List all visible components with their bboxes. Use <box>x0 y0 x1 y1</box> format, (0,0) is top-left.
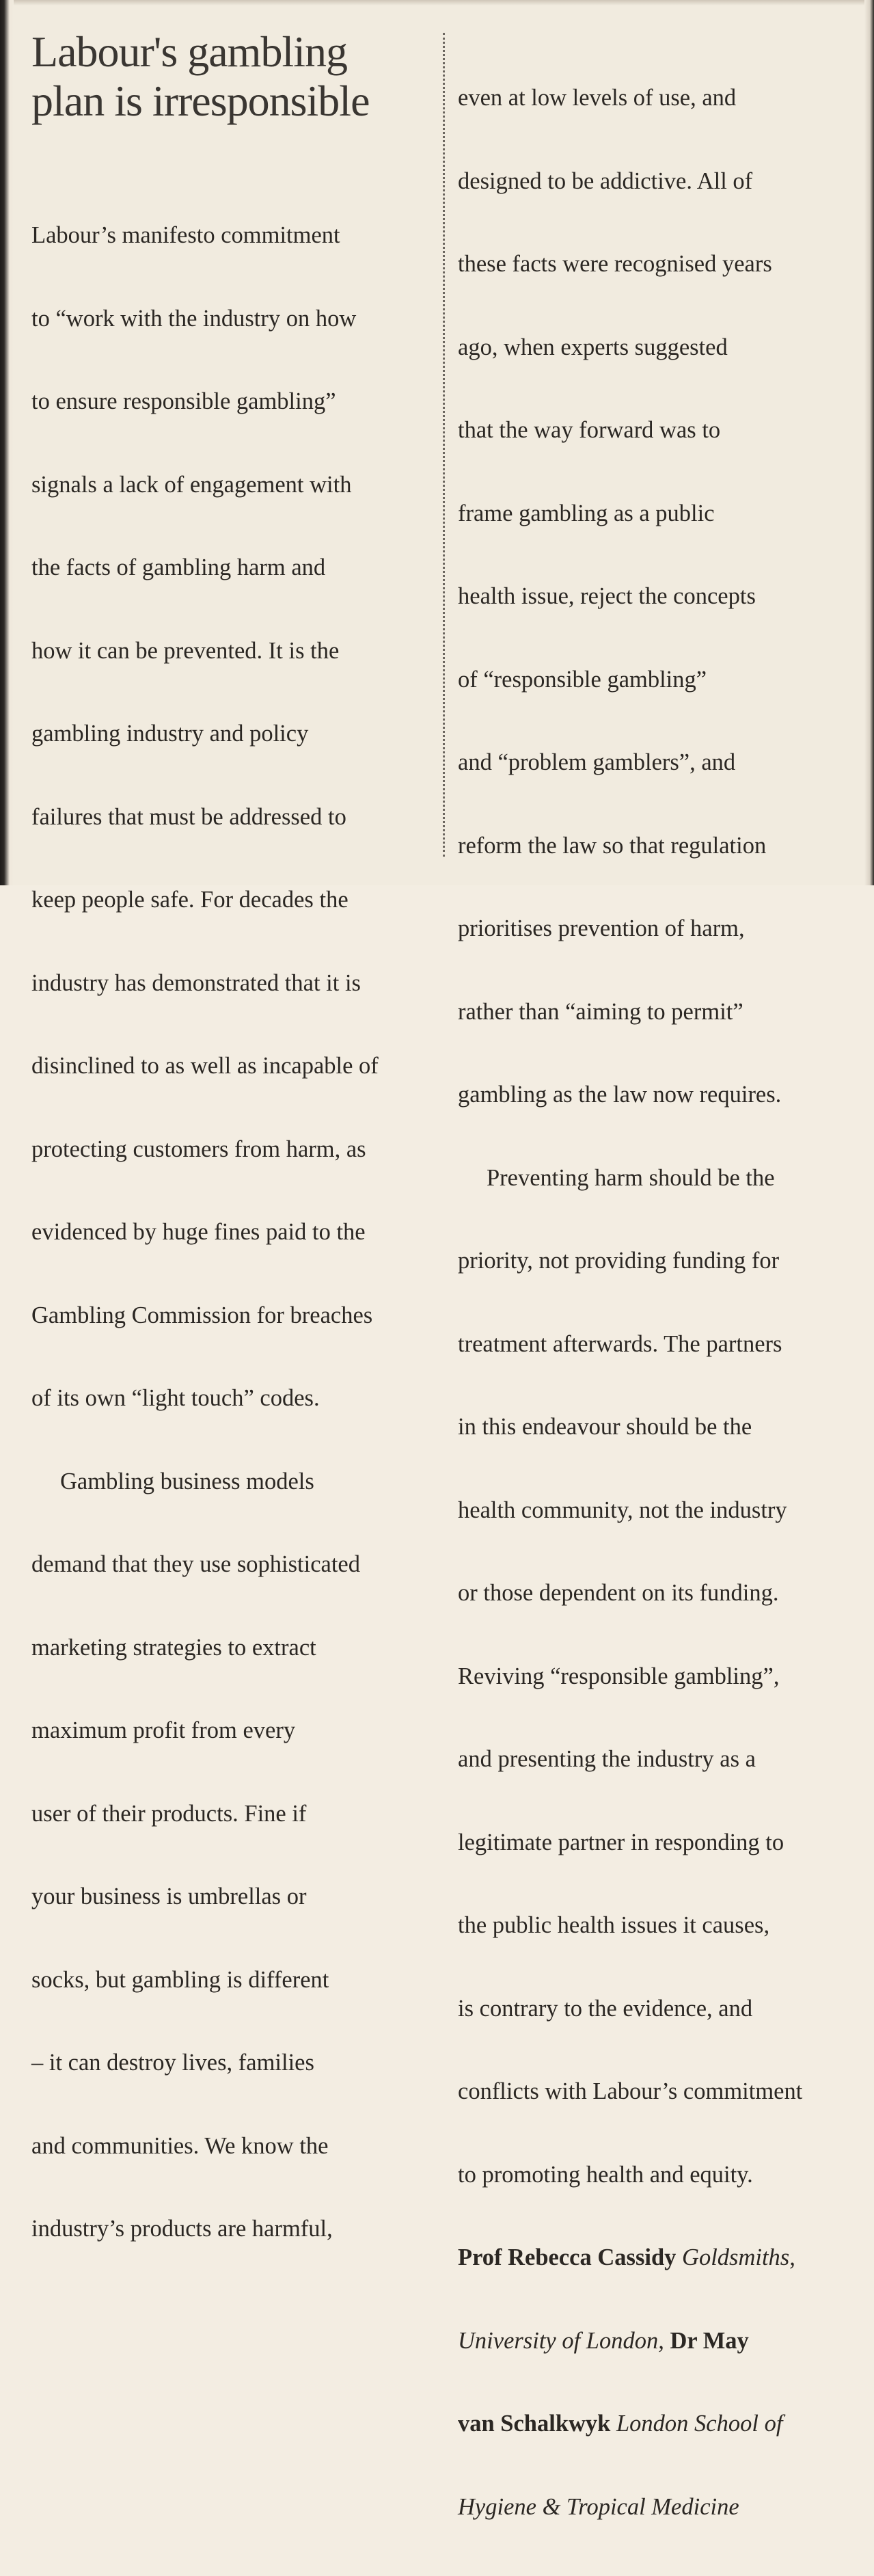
body-line: designed to be addictive. All of <box>458 167 753 194</box>
body-line: signals a lack of engagement with <box>31 471 352 498</box>
body-line: gambling industry and policy <box>31 721 309 747</box>
body-line: socks, but gambling is different <box>31 1966 329 1993</box>
body-line: that the way forward was to <box>458 417 721 443</box>
column-divider <box>443 33 445 857</box>
signature-line-1 <box>458 2244 861 2272</box>
signature-line-3 <box>458 2410 861 2438</box>
body-line: keep people safe. For decades the <box>31 887 349 913</box>
body-line: user of their products. Fine if <box>31 1800 307 1827</box>
body-line: to “work with the industry on how <box>31 305 357 332</box>
headline-line-1: Labour's gambling <box>31 27 347 76</box>
body-line: disinclined to as well as incapable of <box>31 1053 379 1079</box>
body-line: – it can destroy lives, families <box>31 2050 314 2076</box>
body-line: Reviving “responsible gambling”, <box>458 1663 780 1689</box>
body-line: how it can be prevented. It is the <box>31 637 340 664</box>
body-line: treatment afterwards. The partners <box>458 1330 782 1357</box>
body-line: health issue, reject the concepts <box>458 583 756 609</box>
author-2-name-cont: van Schalkwyk <box>458 2411 611 2437</box>
body-line: priority, not providing funding for <box>458 1248 780 1274</box>
body-line: maximum profit from every <box>31 1717 296 1743</box>
body-line: in this endeavour should be the <box>458 1414 752 1440</box>
body-line: failures that must be addressed to <box>31 803 346 830</box>
author-2-affiliation: London School of <box>610 2411 783 2437</box>
body-line: health community, not the industry <box>458 1497 787 1523</box>
body-line: and communities. We know the <box>31 2132 329 2159</box>
body-line: legitimate partner in responding to <box>458 1829 784 1855</box>
body-line: the facts of gambling harm and <box>31 554 326 580</box>
headline <box>31 27 428 126</box>
body-line: demand that they use sophisticated <box>31 1551 360 1577</box>
author-2-name: Dr May <box>664 2327 749 2354</box>
body-line: and presenting the industry as a <box>458 1746 756 1772</box>
paragraph-start-line: Gambling business models <box>60 1468 314 1494</box>
body-line: these facts were recognised years <box>458 251 772 277</box>
body-line: your business is umbrellas or <box>31 1883 307 1909</box>
body-line: Gambling Commission for breaches <box>31 1302 373 1328</box>
signature-line-4 <box>458 2493 861 2521</box>
body-line: even at low levels of use, and <box>458 85 737 111</box>
signature-line-2 <box>458 2327 861 2355</box>
paper-edge-top <box>0 0 874 5</box>
body-line: rather than “aiming to permit” <box>458 998 743 1025</box>
paper-edge-left <box>0 0 14 885</box>
body-line: industry’s products are harmful, <box>31 2216 333 2242</box>
body-line: the public health issues it causes, <box>458 1912 770 1938</box>
body-line: reform the law so that regulation <box>458 832 767 859</box>
body-line: industry has demonstrated that it is <box>31 969 361 996</box>
column-right <box>458 29 861 2576</box>
paragraph-start-line: Preventing harm should be the <box>487 1164 775 1191</box>
column-left <box>31 166 435 2298</box>
body-line: evidenced by huge fines paid to the <box>31 1219 366 1245</box>
body-line: to promoting health and equity. <box>458 2161 753 2188</box>
author-1-affiliation-cont: University of London, <box>458 2327 664 2354</box>
body-line: ago, when experts suggested <box>458 334 728 360</box>
body-line: marketing strategies to extract <box>31 1634 316 1661</box>
body-line: protecting customers from harm, as <box>31 1136 366 1162</box>
body-line: gambling as the law now requires. <box>458 1082 782 1108</box>
paper-edge-right <box>864 0 874 885</box>
body-line: to ensure responsible gambling” <box>31 388 336 414</box>
body-line: frame gambling as a public <box>458 500 715 526</box>
author-1-affiliation: Goldsmiths, <box>676 2244 795 2270</box>
author-2-affiliation-cont: Hygiene & Tropical Medicine <box>458 2493 739 2520</box>
headline-line-2: plan is irresponsible <box>31 77 370 125</box>
body-line: prioritises prevention of harm, <box>458 915 745 941</box>
author-1-name: Prof Rebecca Cassidy <box>458 2244 677 2270</box>
body-line: is contrary to the evidence, and <box>458 1995 753 2022</box>
body-line: Labour’s manifesto commitment <box>31 222 340 248</box>
body-line: of its own “light touch” codes. <box>31 1385 320 1411</box>
body-line: conflicts with Labour’s commitment <box>458 2078 803 2104</box>
body-line: or those dependent on its funding. <box>458 1580 779 1606</box>
body-line: of “responsible gambling” <box>458 666 707 693</box>
body-line: and “problem gamblers”, and <box>458 749 736 775</box>
